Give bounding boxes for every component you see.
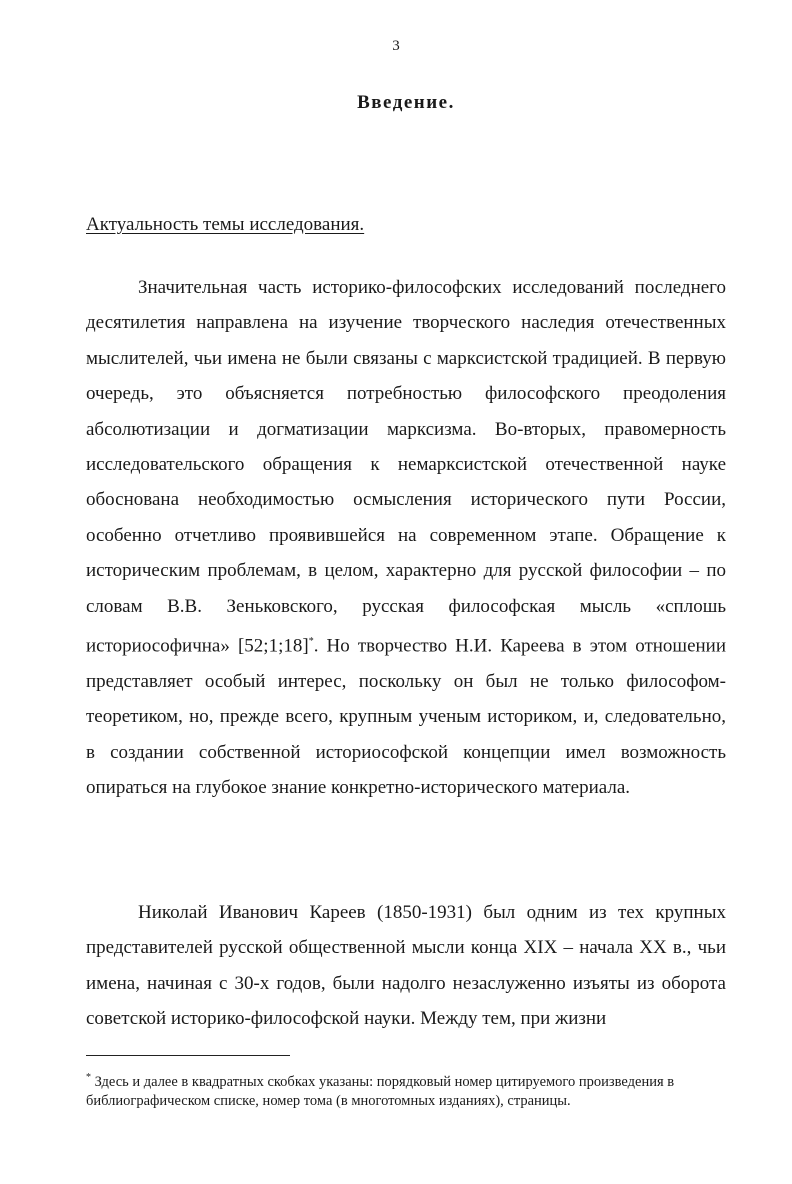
paragraph-1-text: Значительная часть историко-философских исследований последнего десятилетия направлена на изучение творческого наследия отечественных мыслителей, чьи имена не были связаны с марксистской традицией. В первую очередь, это объясняется потребностью философского преодоления абсолютизации и догматизации марксизма. Во-вторых, правомерность исследовательского обращения к немарксистской отечественной науке обоснована необходимостью осмысления исторического пути России, особенно отчетливо проявившейся на современном этапе. Обращение к историческим проблемам, в целом, характерно для русской философии – по словам В.В. Зеньковского, русская философская мысль «сплошь историософична» [52;1;18] bbox=[86, 277, 726, 657]
page-title: Введение. bbox=[357, 92, 455, 113]
footnote-mark: * bbox=[86, 1072, 91, 1083]
footnote-reference-mark: * bbox=[308, 636, 314, 648]
body-paragraph-1 bbox=[86, 270, 726, 805]
section-heading: Актуальность темы исследования. bbox=[86, 214, 365, 235]
footnote-divider bbox=[86, 1055, 290, 1056]
footnote-text: Здесь и далее в квадратных скобках указаны: порядковый номер цитируемого произведения в библиографическом списке, номер тома (в многотомных изданиях), страницы. bbox=[86, 1073, 675, 1109]
footnote bbox=[86, 1068, 726, 1111]
paragraph-1-continuation: . Но творчество Н.И. Кареева в этом отношении представляет особый интерес, поскольку он был не только философом-теоретиком, но, прежде всего, крупным ученым историком, и, следовательно, в создании собственной историософской концепции имел возможность опираться на глубокое знание конкретно-исторического материала. bbox=[86, 635, 726, 799]
page-number: 3 bbox=[392, 38, 400, 54]
body-paragraph-2: Николай Иванович Кареев (1850-1931) был одним из тех крупных представителей русской общественной мысли конца XIX – начала XX в., чьи имена, начиная с 30-х годов, были надолго незаслуженно изъяты из оборота советской историко-философской науки. Между тем, при жизни bbox=[86, 902, 726, 1030]
